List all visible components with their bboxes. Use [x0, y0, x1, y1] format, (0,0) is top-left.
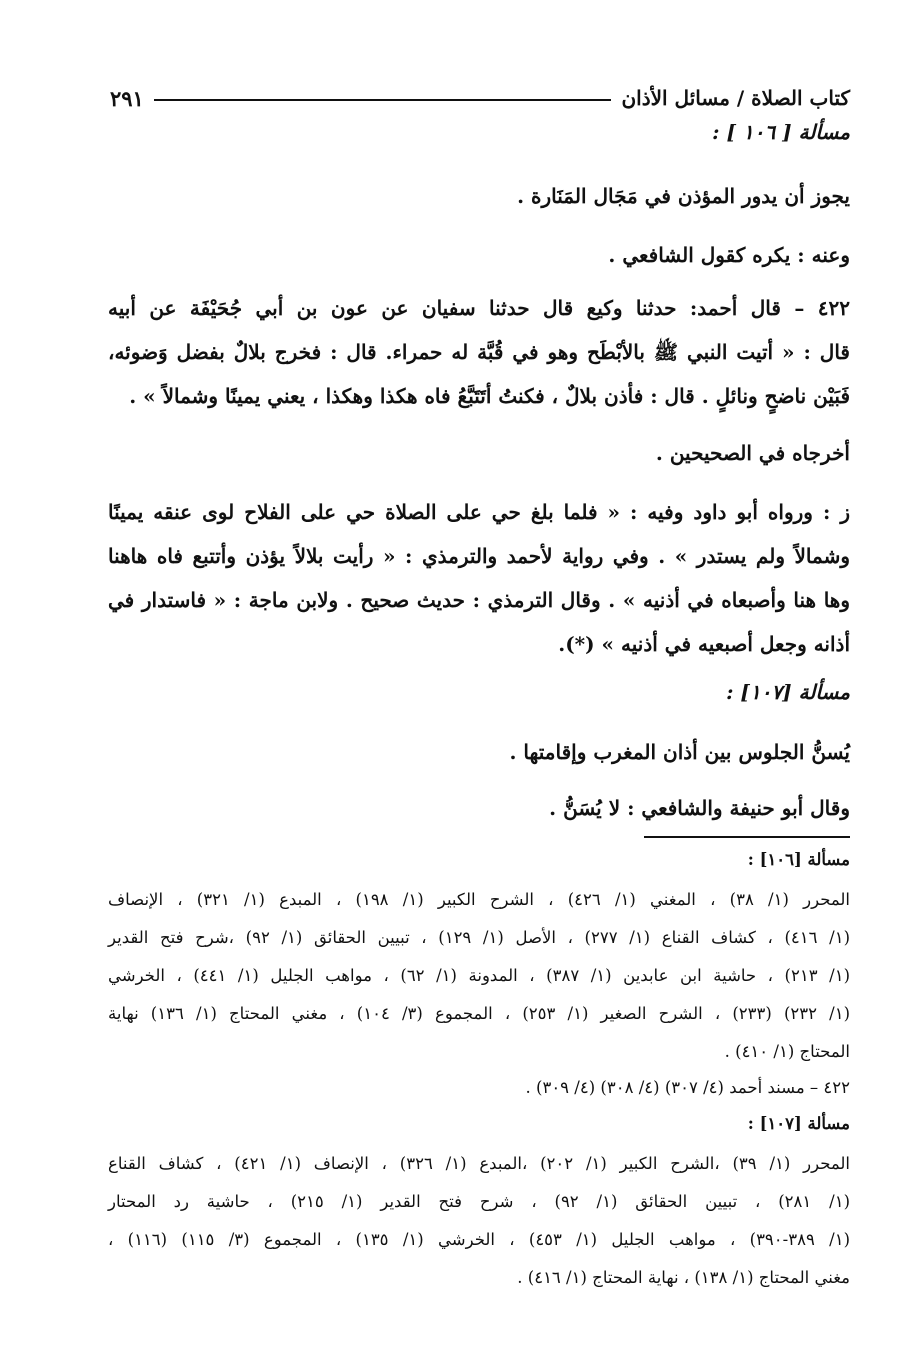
page-number: ٢٩١: [110, 85, 144, 111]
footnote-422: ٤٢٢ – مسند أحمد (٤/ ٣٠٧) (٤/ ٣٠٨) (٤/ ٣٠٩) .: [525, 1078, 850, 1097]
issue-106-alt-opinion: وعنه : يكره كقول الشافعي .: [608, 243, 850, 267]
footnote-107-line-3: (١/ ٣٨٩-٣٩٠) ، مواهب الجليل (١/ ٤٥٣) ، الخرشي (١/ ١٣٥) ، المجموع (٣/ ١١٥) (١١٦) ،: [108, 1230, 850, 1249]
hadith-422-line-2: قال : « أتيت النبي ﷺ بالأبْطَح وهو في قُبَّة له حمراء. قال : فخرج بلالٌ بفضل وَضوئه،: [108, 340, 850, 364]
zain-line-3: وها هنا وأصبعاه في أذنيه » . وقال الترمذي : حديث صحيح . ولابن ماجة : « فاستدار في: [108, 588, 850, 612]
hadith-422-line-3: فَبَيْن ناضحٍ ونائلٍ . قال : فأذن بلالٌ ، فكنتُ أتَتَبَّعُ فاه هكذا وهكذا ، يعني يمينًا وشمالاً » .: [129, 384, 850, 408]
hadith-422: [108, 296, 850, 476]
footnote-106-line-5: المحتاج (١/ ٤١٠) .: [724, 1042, 850, 1061]
footnote-107-line-2: (١/ ٢٨١) ، تبيين الحقائق (١/ ٩٢) ، شرح فتح القدير (١/ ٢١٥) ، حاشية رد المحتار: [108, 1192, 850, 1211]
zain-line-4: أذانه وجعل أصبعيه في أذنيه » (*).: [558, 632, 850, 656]
issue-106-heading: مسألة [ ١٠٦ ] :: [712, 120, 850, 144]
footnote-107-line-1: المحرر (١/ ٣٩) ،الشرح الكبير (١/ ٢٠٢) ،المبدع (١/ ٣٢٦) ، الإنصاف (١/ ٤٢١) ، كشاف القناع: [108, 1154, 851, 1173]
footnote-106-line-2: (١/ ٤١٦) ، كشاف القناع (١/ ٢٧٧) ، الأصل (١/ ١٢٩) ، تبيين الحقائق (١/ ٩٢) ،شرح فتح القدير: [108, 928, 851, 947]
footnote-106-line-4: (١/ ٢٣٢) (٢٣٣) ، الشرح الصغير (١/ ٢٥٣) ، المجموع (٣/ ١٠٤) ، مغني المحتاج (١/ ١٣٦) نهاية: [108, 1004, 851, 1023]
footnote-separator: [644, 836, 850, 838]
footnote-106-line-3: (١/ ٢١٣) ، حاشية ابن عابدين (١/ ٣٨٧) ، المدونة (١/ ٦٢) ، مواهب الجليل (١/ ٤٤١) ، الخرشي: [108, 966, 850, 985]
chapter-title: كتاب الصلاة / مسائل الأذان: [621, 86, 850, 110]
footnote-107-heading: مسألة [١٠٧] :: [747, 1114, 850, 1133]
footnote-107-line-4: مغني المحتاج (١/ ١٣٨) ، نهاية المحتاج (١/ ٤١٦) .: [517, 1268, 850, 1287]
zain-line-1: ز : ورواه أبو داود وفيه : « فلما بلغ حي على الصلاة حي على الفلاح لوى عنقه يمينًا: [108, 500, 850, 524]
issue-106-text: يجوز أن يدور المؤذن في مَجَال المَنَارة .: [517, 184, 850, 208]
footnote-106-heading: مسألة [١٠٦] :: [747, 850, 850, 869]
hadith-422-line-1: ٤٢٢ – قال أحمد: حدثنا وكيع قال حدثنا سفيان عن عون بن أبي جُحَيْفَة عن أبيه: [108, 296, 850, 320]
header-rule: [154, 99, 612, 101]
issue-107-text: يُسنُّ الجلوس بين أذان المغرب وإقامتها .: [509, 740, 850, 764]
running-header: [110, 78, 850, 118]
zain-commentary: [108, 500, 850, 680]
footnote-106-line-1: المحرر (١/ ٣٨) ، المغني (١/ ٤٢٦) ، الشرح الكبير (١/ ١٩٨) ، المبدع (١/ ٣٢١) ، الإنصاف: [108, 890, 850, 909]
zain-line-2: وشمالاً ولم يستدر » . وفي رواية لأحمد والترمذي : « رأيت بلالاً يؤذن وأتتبع فاه هاهنا: [108, 544, 850, 568]
issue-107-heading: مسألة [١٠٧] :: [726, 680, 850, 704]
issue-107-alt-opinion: وقال أبو حنيفة والشافعي : لا يُسَنُّ .: [549, 796, 850, 820]
issue-107-section: [108, 680, 850, 830]
issue-106-section: [108, 118, 850, 278]
hadith-422-takhrij: أخرجاه في الصحيحين .: [655, 441, 850, 465]
footnotes: [108, 850, 850, 1320]
